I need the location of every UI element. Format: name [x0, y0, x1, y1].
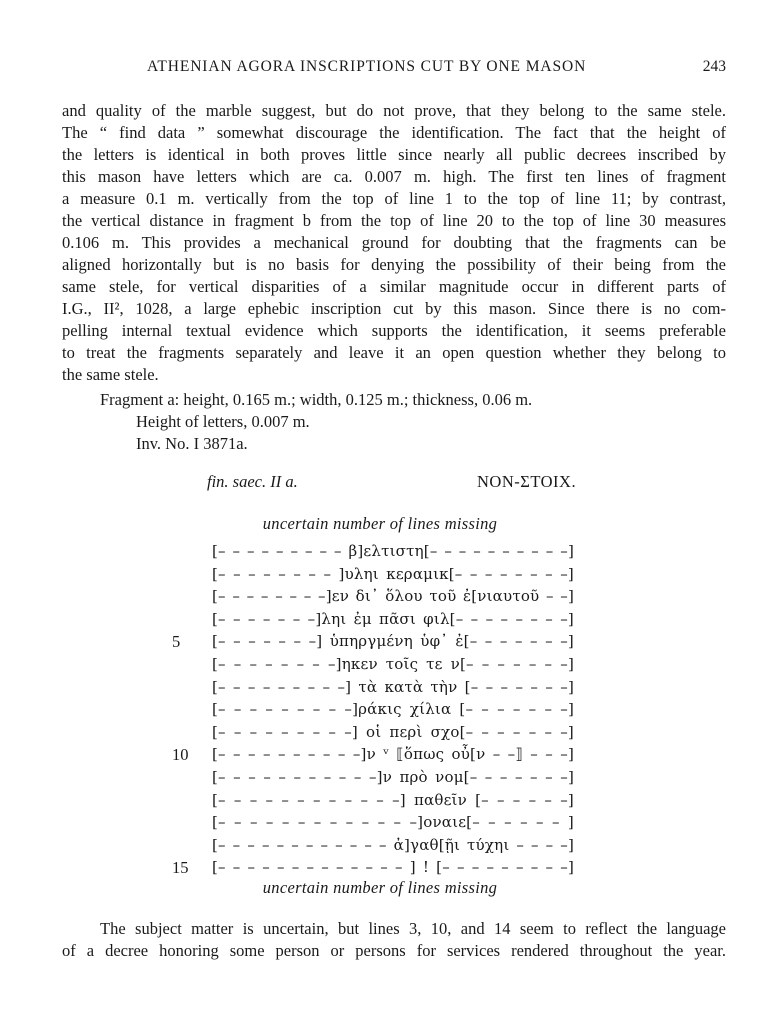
inscription-line — [62, 655, 726, 678]
line-text: [– – – – – – – – ]υληι κεραμικ[– – – – – – – –] — [212, 564, 574, 583]
body-line: a measure 0.1 m. vertically from the top of line 1 to the top of line 11; by contrast, — [62, 189, 726, 208]
body-line: this mason have letters which are ca. 0.007 m. high. The first ten lines of fragment — [62, 167, 726, 186]
inscription-line — [62, 745, 726, 768]
inscription-line — [62, 813, 726, 836]
inscription-line — [62, 836, 726, 859]
body-line: the vertical distance in fragment b from the top of line 20 to the top of line 30 measures — [62, 211, 726, 230]
body-line: the same stele. — [62, 365, 159, 384]
missing-lines-top: uncertain number of lines missing — [262, 514, 498, 533]
line-text: [– – – – – – – –]ηκεν τοῖς τε ν[– – – – – – –] — [212, 654, 574, 673]
inscription-line — [62, 610, 726, 633]
line-text: [– – – – – – – – – – – – –]οναιε[– – – – – – ] — [212, 813, 574, 832]
inscription-line — [62, 542, 726, 565]
line-text: [– – – – – – – – – – – –] παθεῖν [– – – – – –] — [212, 790, 574, 809]
inscription-line — [62, 723, 726, 746]
date-note: fin. saec. II a. — [207, 472, 298, 491]
line-text: [– – – – – – – – –]ράκις χίλια [– – – – – – –] — [212, 700, 574, 719]
body-line: same stele, for vertical disparities of a similar magnitude occur in different parts of — [62, 277, 726, 296]
body-line: the letters is identical in both proves little since nearly all public decrees inscribed by — [62, 145, 726, 164]
running-title: ATHENIAN AGORA INSCRIPTIONS CUT BY ONE MASON — [147, 58, 587, 75]
body-line: and quality of the marble suggest, but do not prove, that they belong to the same stele. — [62, 101, 726, 120]
missing-lines-bottom: uncertain number of lines missing — [262, 878, 498, 897]
line-number: 10 — [172, 745, 189, 765]
inscription-line — [62, 678, 726, 701]
running-header — [62, 58, 726, 80]
inventory-number: Inv. No. I 3871a. — [136, 434, 248, 453]
line-number: 5 — [172, 632, 181, 652]
inscription-line — [62, 768, 726, 791]
line-text: [– – – – – – – – – – – – ἀ]γαθ[ῇι τύχηι – – – –] — [212, 835, 574, 854]
fragment-dimensions: Fragment a: height, 0.165 m.; width, 0.125 m.; thickness, 0.06 m. — [100, 390, 533, 409]
body-line: I.G., II², 1028, a large ephebic inscription cut by this mason. Since there is no com- — [62, 299, 726, 318]
body-line: to treat the fragments separately and leave it an open question whether they belong to — [62, 343, 726, 362]
page-number: 243 — [702, 58, 726, 75]
inscription-line — [62, 791, 726, 814]
closing-paragraph — [62, 918, 726, 962]
body-line: 0.106 m. This provides a mechanical ground for doubting that the fragments can be — [62, 233, 726, 252]
line-text: [– – – – – – –] ὑπηργμένη ὑφ᾽ ἐ[– – – – – – –] — [212, 632, 574, 651]
inscription-line — [62, 587, 726, 610]
line-text: [– – – – – – – –]εν δι᾽ ὅλου τοῦ ἐ[νιαυτοῦ – –] — [212, 587, 574, 606]
inscription-line — [62, 565, 726, 588]
line-number: 15 — [172, 858, 189, 878]
inscription-text — [62, 542, 726, 881]
letter-height: Height of letters, 0.007 m. — [136, 412, 310, 431]
fragment-description — [100, 389, 532, 455]
body-line: pelling internal textual evidence which supports the identification, it seems preferable — [62, 321, 726, 340]
inscription-line — [62, 632, 726, 655]
closing-line: of a decree honoring some person or persons for services rendered throughout the year. — [62, 941, 726, 960]
line-text: [– – – – – – – – – –]ν ᵛ ⟦ὅπως οὖ[ν – –⟧ – – –] — [212, 745, 574, 764]
line-text: [– – – – – – – – –] οἱ περὶ σχο[– – – – – – –] — [212, 722, 574, 741]
line-text: [– – – – – – – – – – –]ν πρὸ νομ[– – – – – – –] — [212, 767, 574, 786]
line-text: [– – – – – – – – – – – – – ] ! [– – – – – – – – –] — [212, 858, 574, 877]
stoichedon-note: NON-ΣTOIX. — [477, 472, 577, 491]
line-text: [– – – – – – – – –] τὰ κατὰ τὴν [– – – – – – –] — [212, 677, 574, 696]
line-text: [– – – – – – – – – β]ελτιστη[– – – – – – – – – –] — [212, 542, 574, 560]
line-text: [– – – – – – –]ληι ἐμ πᾶσι φιλ[– – – – – – – –] — [212, 609, 574, 628]
body-paragraph — [62, 100, 726, 386]
inscription-line — [62, 700, 726, 723]
closing-line: The subject matter is uncertain, but lines 3, 10, and 14 seem to reflect the language — [100, 919, 726, 938]
body-line: The “ find data ” somewhat discourage the identification. The fact that the height of — [62, 123, 726, 142]
body-line: aligned horizontally but is no basis for denying the possibility of their being from the — [62, 255, 726, 274]
